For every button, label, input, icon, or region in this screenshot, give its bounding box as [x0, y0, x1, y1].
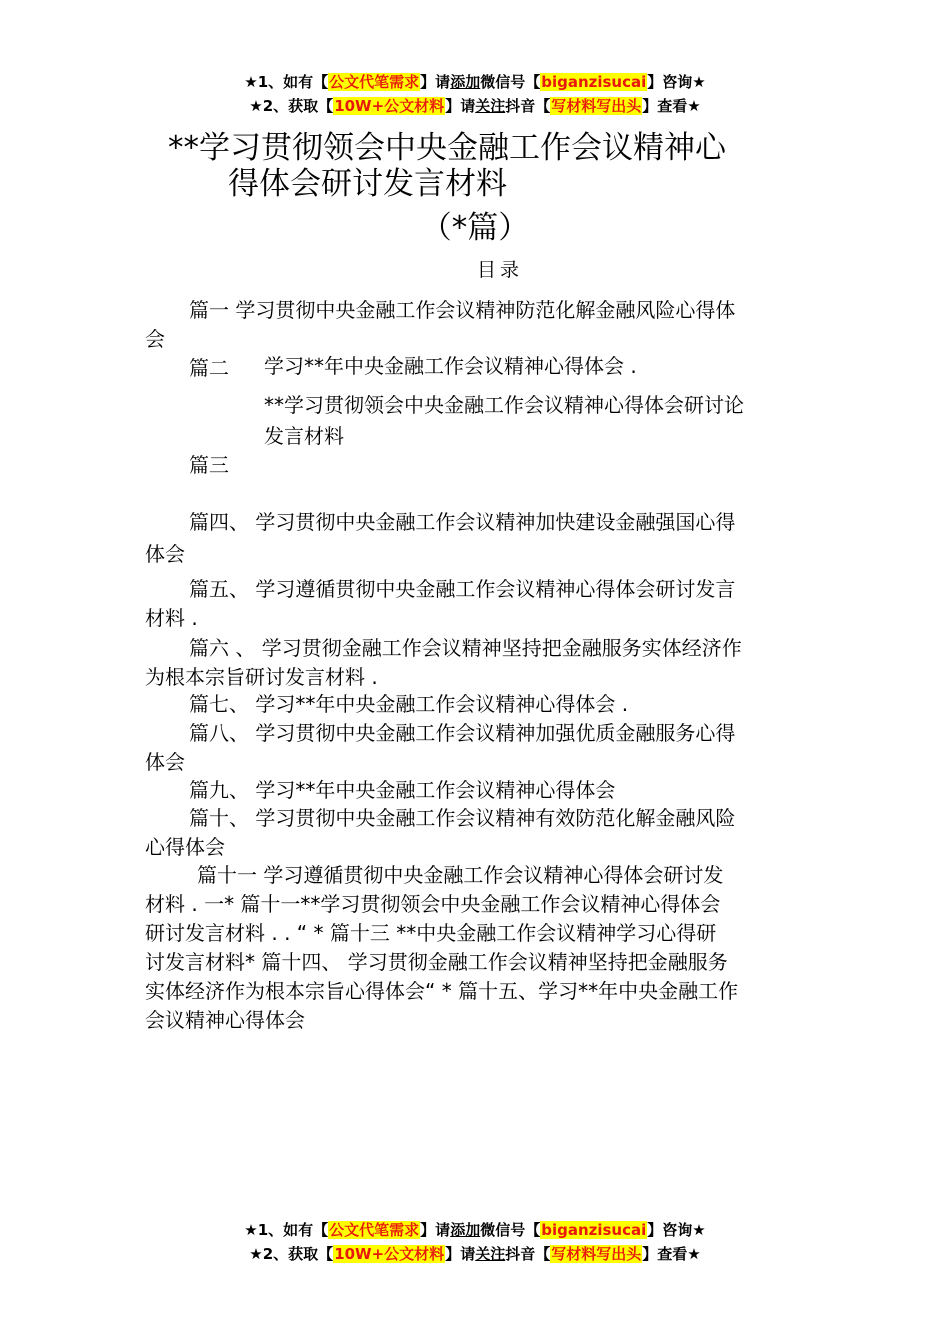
entry-line: 篇九、 学习**年中央金融工作会议精神心得体会 [189, 778, 616, 802]
banner-line-2 [0, 94, 950, 118]
page-title-line-1: **学习贯彻领会中央金融工作会议精神心 [168, 130, 726, 166]
entry-line: 篇五、 学习遵循贯彻中央金融工作会议精神心得体会研讨发言 [189, 577, 736, 601]
banner-line-1 [0, 1218, 950, 1242]
banner-highlight: biganzisucai [541, 1221, 647, 1239]
entry-line: 篇十、 学习贯彻中央金融工作会议精神有效防范化解金融风险 [189, 806, 736, 830]
banner-text: ★1、如有【 [244, 73, 329, 91]
entry-line: 篇七、 学习**年中央金融工作会议精神心得体会 . [189, 692, 629, 716]
toc-entry-11 [145, 861, 810, 1035]
entry-line: 会议精神心得体会 [145, 1008, 305, 1032]
footer-banner [0, 1218, 950, 1266]
toc-entry-2-label: 篇二 [189, 356, 229, 380]
toc-entry-3-line-2: 发言材料 [264, 424, 344, 448]
toc-entry-6 [145, 634, 810, 692]
header-banner [0, 70, 950, 118]
toc-entry-7 [145, 690, 810, 719]
banner-text: 】咨询★ [647, 73, 706, 91]
banner-text: 微信号【 [480, 73, 541, 91]
toc-entry-3-label: 篇三 [189, 453, 229, 477]
entry-line: 体会 [145, 542, 185, 566]
banner-text: 】请 [445, 97, 476, 115]
toc-entry-2-text: 学习**年中央金融工作会议精神心得体会 . [264, 354, 637, 378]
banner-underline: 关注 [475, 97, 506, 115]
page-title-line-2: 得体会研讨发言材料 [228, 166, 507, 202]
banner-text: ★1、如有【 [244, 1221, 329, 1239]
banner-highlight: biganzisucai [541, 73, 647, 91]
entry-line: 篇十一 学习遵循贯彻中央金融工作会议精神心得体会研讨发 [197, 863, 724, 887]
banner-text: 】请 [420, 73, 451, 91]
entry-line: 讨发言材料* 篇十四、 学习贯彻金融工作会议精神坚持把金融服务 [145, 950, 728, 974]
banner-underline: 关注 [475, 1245, 506, 1263]
banner-underline: 添加 [450, 1221, 481, 1239]
banner-highlight: 写材料写出头 [551, 1245, 642, 1263]
banner-highlight: 公文代笔需求 [329, 1221, 420, 1239]
entry-line: 心得体会 [145, 835, 225, 859]
banner-text: ★2、获取【 [249, 1245, 334, 1263]
banner-text: 】咨询★ [647, 1221, 706, 1239]
entry-line: 会 [145, 327, 165, 351]
toc-entry-1 [145, 296, 810, 354]
banner-text: 】请 [445, 1245, 476, 1263]
banner-line-1 [0, 70, 950, 94]
entry-line: 为根本宗旨研讨发言材料 . [145, 665, 378, 689]
toc-entry-3-line-1: **学习贯彻领会中央金融工作会议精神心得体会研讨论 [264, 393, 744, 417]
banner-highlight: 10W+公文材料 [334, 97, 445, 115]
toc-entry-5 [145, 575, 810, 633]
entry-line: 体会 [145, 750, 185, 774]
banner-line-2 [0, 1242, 950, 1266]
toc-entry-9 [145, 776, 810, 805]
banner-underline: 添加 [450, 73, 481, 91]
toc-entry-10 [145, 804, 810, 862]
toc-heading: 目录 [476, 259, 523, 281]
banner-text: 】查看★ [642, 1245, 701, 1263]
banner-text: 抖音【 [505, 97, 551, 115]
banner-text: 抖音【 [505, 1245, 551, 1263]
banner-highlight: 写材料写出头 [551, 97, 642, 115]
entry-line: 篇四、 学习贯彻中央金融工作会议精神加快建设金融强国心得 [189, 510, 736, 534]
entry-line: 研讨发言材料 . . “ * 篇十三 **中央金融工作会议精神学习心得研 [145, 921, 717, 945]
banner-text: 微信号【 [480, 1221, 541, 1239]
banner-text: ★2、获取【 [249, 97, 334, 115]
entry-line: 材料 . [145, 606, 198, 630]
entry-line: 材料 . 一* 篇十一**学习贯彻领会中央金融工作会议精神心得体会 [145, 892, 721, 916]
banner-text: 】请 [420, 1221, 451, 1239]
page-subtitle: （*篇） [420, 210, 530, 246]
banner-highlight: 10W+公文材料 [334, 1245, 445, 1263]
entry-line: 篇六 、 学习贯彻金融工作会议精神坚持把金融服务实体经济作 [189, 636, 742, 660]
banner-highlight: 公文代笔需求 [329, 73, 420, 91]
banner-text: 】查看★ [642, 97, 701, 115]
entry-line: 篇一 学习贯彻中央金融工作会议精神防范化解金融风险心得体 [189, 298, 736, 322]
entry-line: 实体经济作为根本宗旨心得体会“ * 篇十五、学习**年中央金融工作 [145, 979, 739, 1003]
entry-line: 篇八、 学习贯彻中央金融工作会议精神加强优质金融服务心得 [189, 721, 736, 745]
toc-entry-4 [145, 506, 810, 570]
toc-entry-8 [145, 719, 810, 777]
